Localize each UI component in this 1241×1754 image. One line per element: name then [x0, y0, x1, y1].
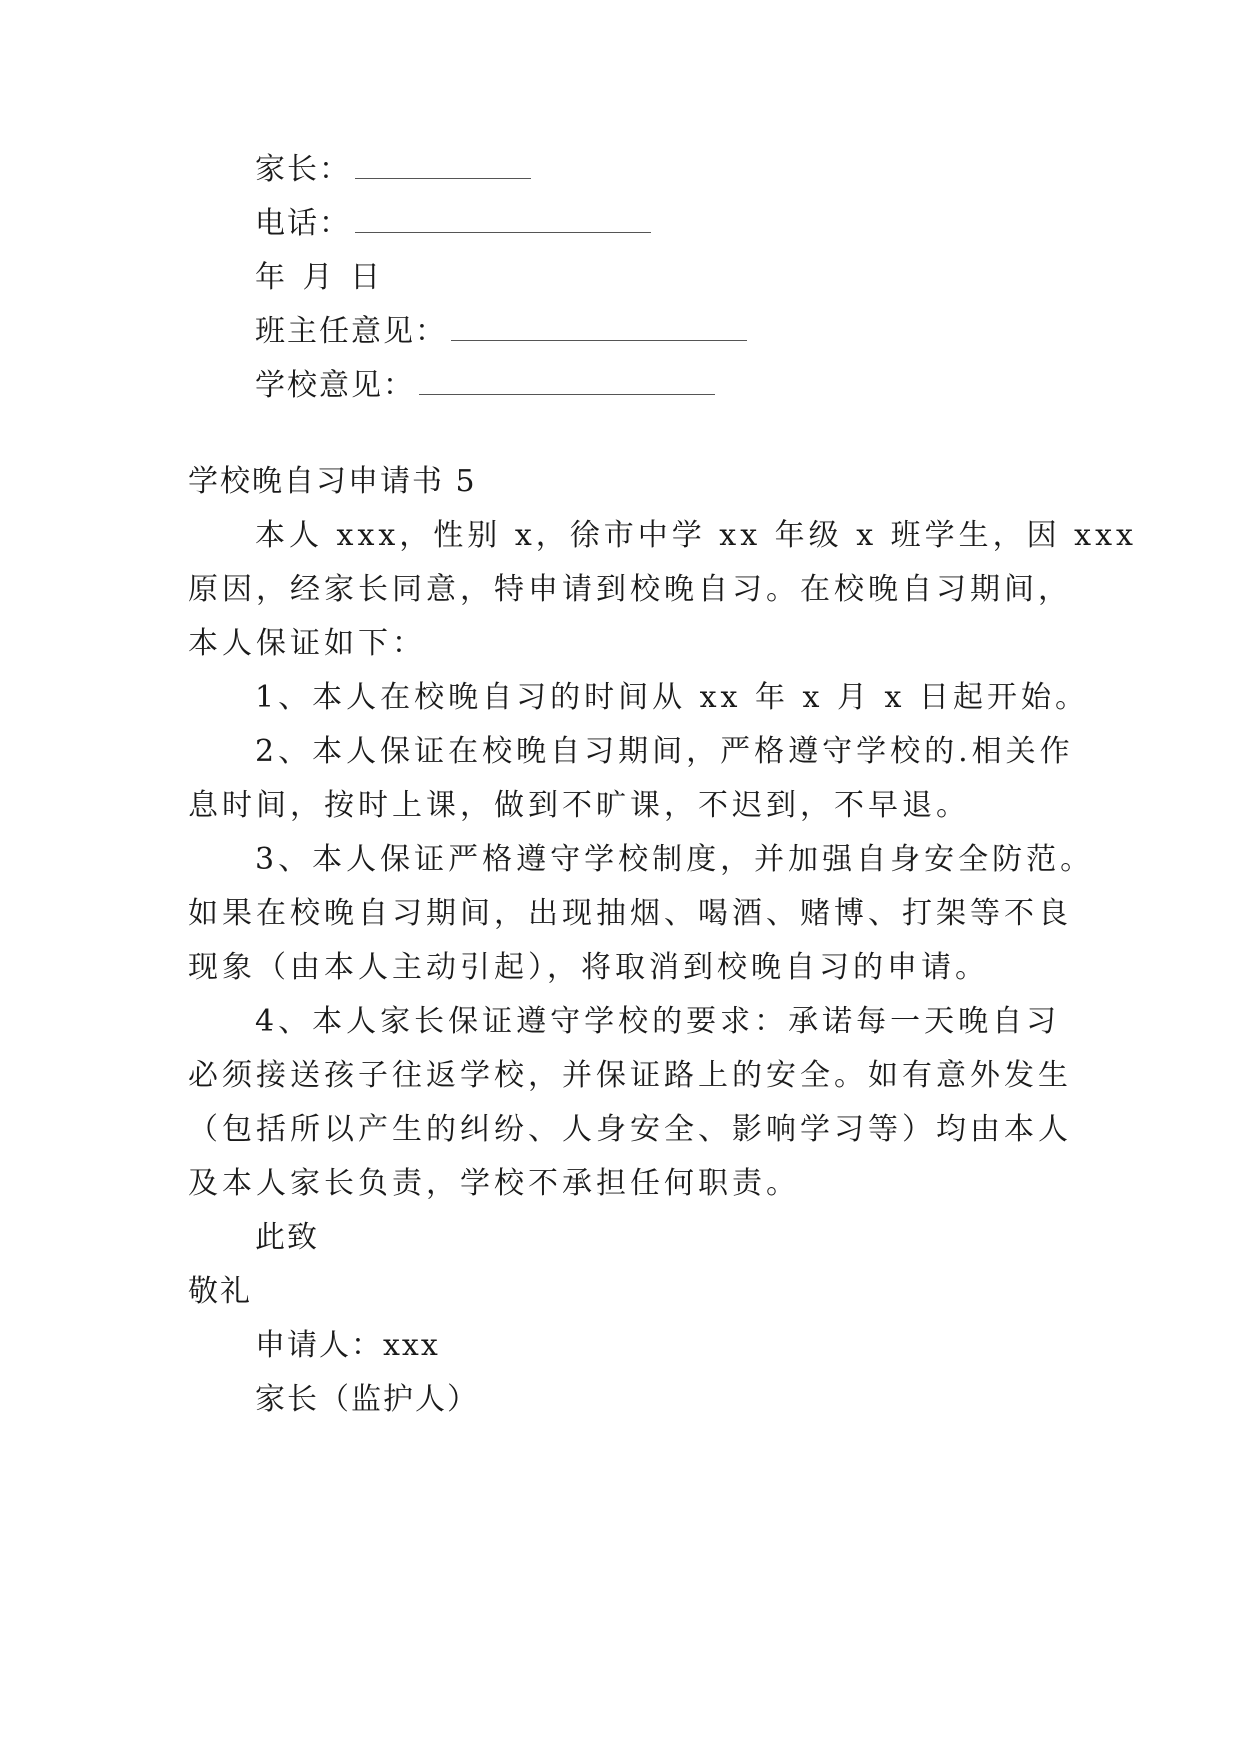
applicant-line: 申请人：xxx [255, 1328, 440, 1363]
date-line: 年 月 日 [255, 260, 385, 295]
item-2-line-1: 2、本人保证在校晚自习期间，严格遵守学校的.相关作 [255, 734, 1074, 769]
item-4-line-1: 4、本人家长保证遵守学校的要求：承诺每一天晚自习 [255, 1004, 1061, 1039]
phone-blank [355, 208, 651, 233]
parent-field [255, 150, 531, 190]
school-opinion-label: 学校意见： [255, 368, 415, 403]
item-4-line-3: （包括所以产生的纠纷、人身安全、影响学习等）均由本人 [188, 1112, 1072, 1147]
school-opinion-field [255, 366, 715, 406]
intro-line-3: 本人保证如下： [188, 626, 426, 661]
school-opinion-blank [419, 370, 715, 395]
teacher-opinion-blank [451, 316, 747, 341]
item-4-line-4: 及本人家长负责，学校不承担任何职责。 [188, 1166, 800, 1201]
item-2-line-2: 息时间，按时上课，做到不旷课，不迟到，不早退。 [188, 788, 970, 823]
intro-line-2: 原因，经家长同意，特申请到校晚自习。在校晚自习期间， [188, 572, 1072, 607]
teacher-opinion-field [255, 312, 747, 352]
guardian-line: 家长（监护人） [255, 1382, 479, 1417]
item-3-line-3: 现象（由本人主动引起），将取消到校晚自习的申请。 [188, 950, 989, 985]
phone-field [255, 204, 651, 244]
section-title: 学校晚自习申请书 5 [188, 464, 477, 499]
item-3-line-2: 如果在校晚自习期间，出现抽烟、喝酒、赌博、打架等不良 [188, 896, 1072, 931]
intro-line-1: 本人 xxx，性别 x，徐市中学 xx 年级 x 班学生，因 xxx [255, 518, 1137, 553]
item-1-line-1: 1、本人在校晚自习的时间从 xx 年 x 月 x 日起开始。 [255, 680, 1089, 715]
item-4-line-2: 必须接送孩子往返学校，并保证路上的安全。如有意外发生 [188, 1058, 1072, 1093]
parent-blank [355, 154, 531, 179]
parent-label: 家长： [255, 152, 351, 187]
teacher-opinion-label: 班主任意见： [255, 314, 447, 349]
item-3-line-1: 3、本人保证严格遵守学校制度，并加强自身安全防范。 [255, 842, 1095, 877]
closing-2: 敬礼 [188, 1274, 252, 1309]
phone-label: 电话： [255, 206, 351, 241]
closing-1: 此致 [255, 1220, 319, 1255]
